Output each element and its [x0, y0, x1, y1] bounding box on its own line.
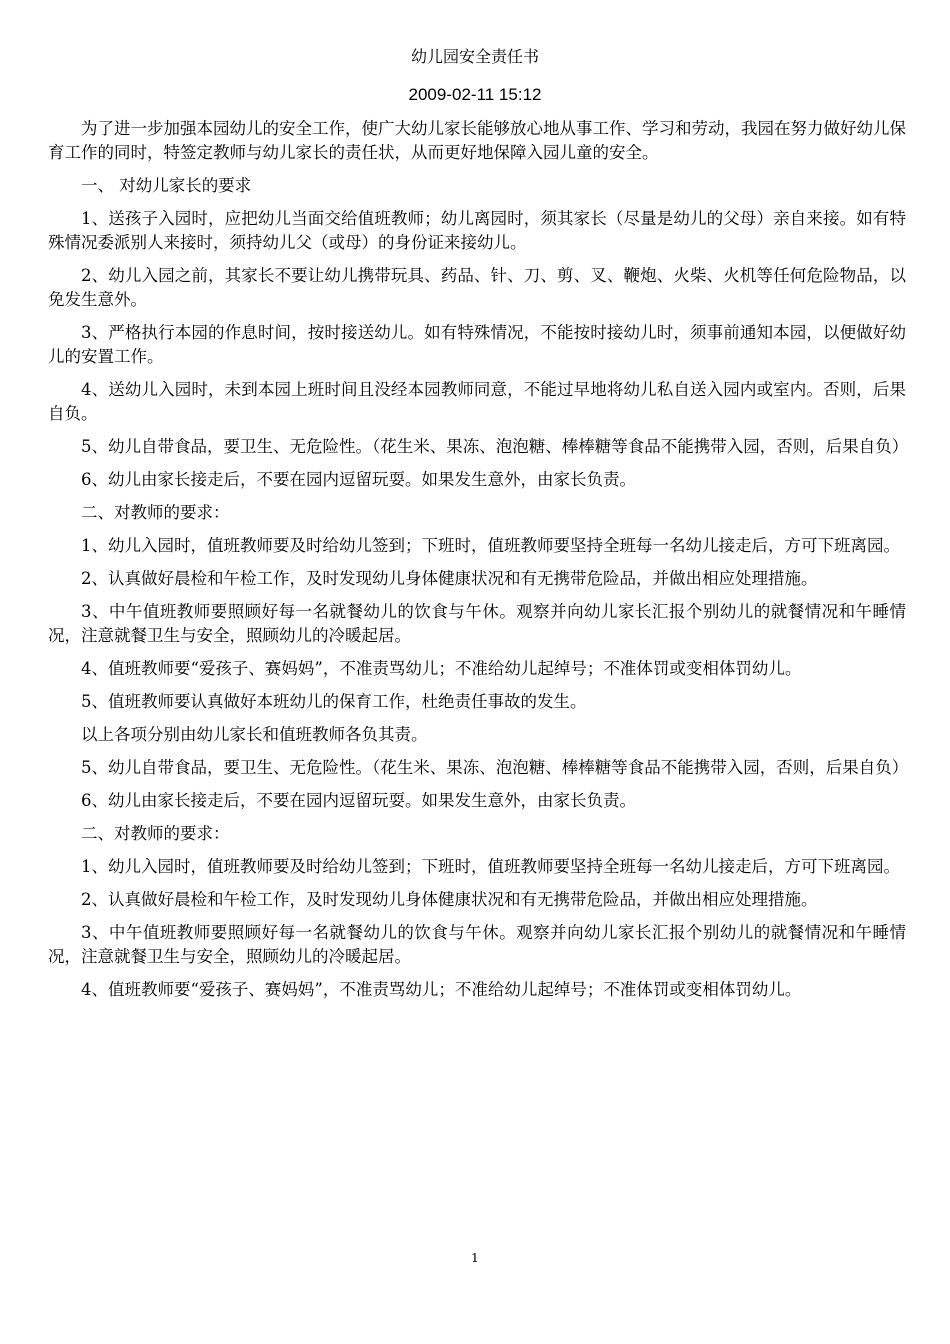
parent-rule-2: 2、幼儿入园之前，其家长不要让幼儿携带玩具、药品、针、刀、剪、叉、鞭炮、火柴、火机等任何危险物品，以免发生意外。	[48, 266, 906, 309]
teacher-rule-1: 1、幼儿入园时，值班教师要及时给幼儿签到；下班时，值班教师要坚持全班每一名幼儿接走后，方可下班离园。	[81, 536, 900, 555]
repeated-section-heading-teachers: 二、对教师的要求：	[81, 824, 230, 843]
parent-rule-4: 4、送幼儿入园时，未到本园上班时间且没经本园教师同意，不能过早地将幼儿私自送入园内或室内。否则，后果自负。	[48, 380, 906, 423]
repeated-parent-rule-6: 6、幼儿由家长接走后，不要在园内逗留玩耍。如果发生意外，由家长负责。	[81, 791, 636, 810]
section-heading-parents: 一、 对幼儿家长的要求	[81, 176, 252, 195]
parent-rule-6: 6、幼儿由家长接走后，不要在园内逗留玩耍。如果发生意外，由家长负责。	[81, 470, 636, 489]
teacher-rule-3: 3、中午值班教师要照顾好每一名就餐幼儿的饮食与午休。观察并向幼儿家长汇报个别幼儿的就餐情况和午睡情况，注意就餐卫生与安全，照顾幼儿的冷暖起居。	[48, 602, 906, 645]
closing-paragraph: 以上各项分别由幼儿家长和值班教师各负其责。	[81, 725, 428, 744]
page-number: 1	[471, 1251, 479, 1265]
teacher-rule-4: 4、值班教师要“爱孩子、赛妈妈”，不准责骂幼儿；不准给幼儿起绰号；不准体罚或变相体罚幼儿。	[81, 659, 802, 678]
teacher-rule-2: 2、认真做好晨检和午检工作，及时发现幼儿身体健康状况和有无携带危险品，并做出相应处理措施。	[81, 569, 818, 588]
repeated-teacher-rule-1: 1、幼儿入园时，值班教师要及时给幼儿签到；下班时，值班教师要坚持全班每一名幼儿接走后，方可下班离园。	[81, 857, 900, 876]
repeated-parent-rule-5: 5、幼儿自带食品，要卫生、无危险性。（花生米、果冻、泡泡糖、棒棒糖等食品不能携带入园，否则，后果自负）	[81, 758, 909, 777]
repeated-teacher-rule-2: 2、认真做好晨检和午检工作，及时发现幼儿身体健康状况和有无携带危险品，并做出相应处理措施。	[81, 890, 818, 909]
parent-rule-3: 3、严格执行本园的作息时间，按时接送幼儿。如有特殊情况，不能按时接幼儿时，须事前通知本园，以便做好幼儿的安置工作。	[48, 323, 906, 366]
repeated-teacher-rule-4: 4、值班教师要“爱孩子、赛妈妈”，不准责骂幼儿；不准给幼儿起绰号；不准体罚或变相体罚幼儿。	[81, 980, 802, 999]
document-title: 幼儿园安全责任书	[410, 47, 539, 66]
repeated-teacher-rule-3: 3、中午值班教师要照顾好每一名就餐幼儿的饮食与午休。观察并向幼儿家长汇报个别幼儿的就餐情况和午睡情况，注意就餐卫生与安全，照顾幼儿的冷暖起居。	[48, 923, 906, 966]
document-datetime: 2009-02-11 15:12	[408, 85, 542, 104]
parent-rule-1: 1、送孩子入园时，应把幼儿当面交给值班教师；幼儿离园时，须其家长（尽量是幼儿的父母）亲自来接。如有特殊情况委派别人来接时，须持幼儿父（或母）的身份证来接幼儿。	[48, 209, 906, 252]
document-body	[48, 117, 909, 1011]
teacher-rule-5: 5、值班教师要认真做好本班幼儿的保育工作，杜绝责任事故的发生。	[81, 692, 587, 711]
parent-rule-5: 5、幼儿自带食品，要卫生、无危险性。（花生米、果冻、泡泡糖、棒棒糖等食品不能携带入园，否则，后果自负）	[81, 437, 909, 456]
intro-paragraph: 为了进一步加强本园幼儿的安全工作，使广大幼儿家长能够放心地从事工作、学习和劳动，我园在努力做好幼儿保育工作的同时，特签定教师与幼儿家长的责任状，从而更好地保障入园儿童的安全。	[48, 119, 906, 162]
section-heading-teachers: 二、对教师的要求：	[81, 503, 230, 522]
